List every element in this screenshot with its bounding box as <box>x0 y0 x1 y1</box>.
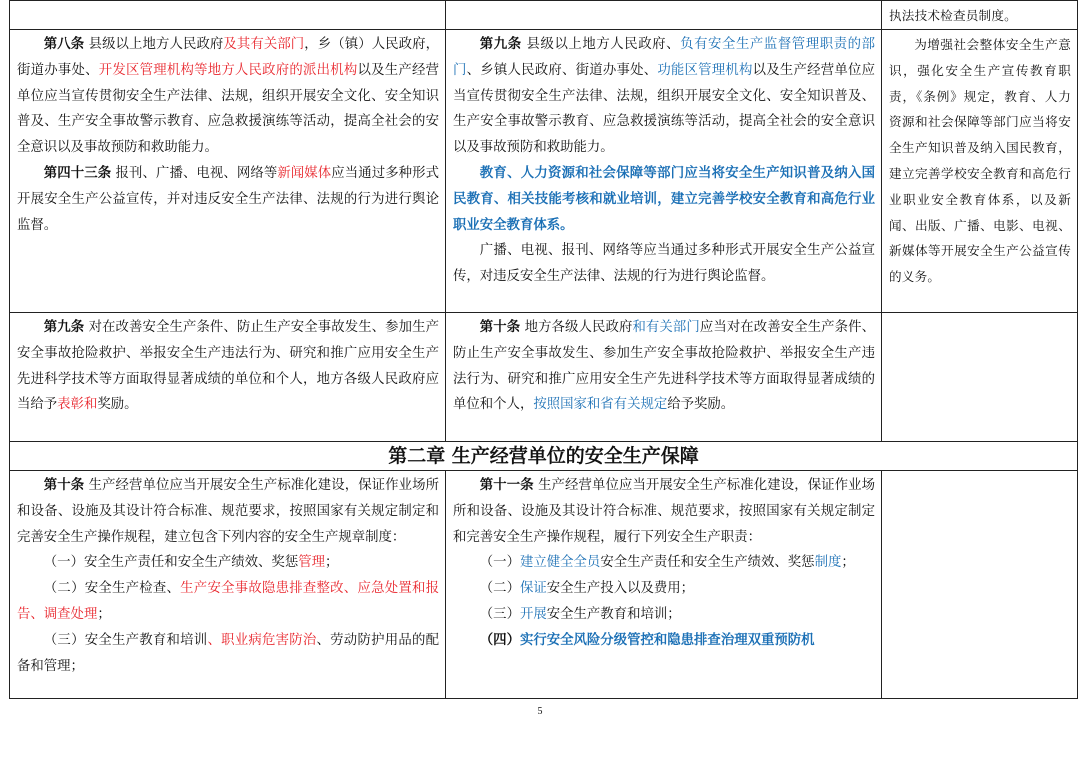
text: 县级以上地方人民政府、 <box>521 37 681 52</box>
text: 、乡镇人民政府、街道办事处、 <box>466 62 658 78</box>
row1-col2 <box>446 30 882 313</box>
chapter-heading: 第二章 生产经营单位的安全生产保障 <box>10 442 1078 471</box>
text: 生产经营单位应当开展安全生产标准化建设，保证作业场所和设备、设施及其设计符合标准、规范要求，按照国家有关规定制定和完善安全生产操作规程，建立包含下列内容的安全生产规章制度： <box>17 478 440 545</box>
article-8-old <box>17 32 439 161</box>
text: 安全生产责任和安全生产绩效、奖惩 <box>600 555 815 571</box>
added-text: 建立健全全员 <box>519 555 601 571</box>
deleted-text: 开发区管理机构等地方人民政府的派出机构 <box>98 62 358 78</box>
note-text: 执法技术检查员制度。 <box>889 8 1017 23</box>
table-row <box>10 313 1078 442</box>
text: 给予奖励。 <box>667 397 735 413</box>
article-9-new <box>453 32 875 161</box>
article-number: 第九条 <box>43 319 85 335</box>
text: 对在改善安全生产条件、防止生产安全事故发生、参加生产安全事故抢险救护、举报安全生产违法行为、研究和推广应用安全生产先进科学技术等方面取得显著成绩的单位和个人，地方各级人民政府应当给予 <box>17 320 440 413</box>
added-paragraph: 教育、人力资源和社会保障等部门应当将安全生产知识普及纳入国民教育、相关技能考核和就业培训，建立完善学校安全教育和高危行业职业安全教育体系。 <box>453 164 875 233</box>
deleted-text: 新闻媒体 <box>277 165 332 181</box>
article-number: 第十条 <box>43 477 85 493</box>
text: （三） <box>479 606 520 622</box>
row2-col3 <box>882 313 1078 442</box>
article-number: 第十条 <box>479 319 521 335</box>
article-number: 第十一条 <box>479 477 534 493</box>
table-row <box>10 1 1078 30</box>
text: 奖励。 <box>97 397 138 413</box>
table-row <box>10 442 1078 471</box>
document-page <box>9 0 1077 699</box>
text: 应当通过多种形式开展安全生产公益宣传，并对违反安全生产法律、法规的行为进行舆论监督。 <box>17 165 440 233</box>
article-number: 第八条 <box>43 36 85 52</box>
text: 地方各级人民政府 <box>520 320 633 335</box>
text: （二）安全生产检查、 <box>43 581 181 597</box>
text: （三）安全生产教育和培训 <box>43 632 208 648</box>
list-item <box>453 602 875 628</box>
row3-col3 <box>882 471 1078 699</box>
text: 、劳动防护用品的配备和管理； <box>17 632 440 674</box>
page-number: 5 <box>537 706 543 717</box>
article-11-new <box>453 473 875 550</box>
deleted-text: 表彰和 <box>57 397 98 413</box>
row1-col1 <box>10 30 446 313</box>
row3-col2 <box>446 471 882 699</box>
row2-col1 <box>10 313 446 442</box>
list-item <box>17 576 439 628</box>
article-number: 第四十三条 <box>43 164 112 181</box>
text: 报刊、广播、电视、网络等 <box>111 165 278 181</box>
text: （二） <box>479 581 520 597</box>
added-text: 实行安全风险分级管控和隐患排查治理双重预防机 <box>519 631 815 648</box>
text: ，乡（镇）人民政府，街道办事处、 <box>17 37 440 78</box>
paragraph: 广播、电视、报刊、网络等应当通过多种形式开展安全生产公益宣传，对违反安全生产法律、法规的行为进行舆论监督。 <box>453 243 875 285</box>
added-text: 制度 <box>814 555 842 571</box>
deleted-text: 生产安全事故隐患排查整改、应急处置和报告、调查处理 <box>17 581 440 622</box>
added-text: 开展 <box>519 606 547 622</box>
row0-col3 <box>882 1 1078 30</box>
row3-col1 <box>10 471 446 699</box>
explanation-text: 为增强社会整体安全生产意识，强化安全生产宣传教育职责，《条例》规定，教育、人力资源和社会保障等部门应当将安全生产知识普及纳入国民教育，建立完善学校安全教育和高危行业职业安全教育体系，以及新闻、出版、广播、电影、电视、新媒体等开展安全生产公益宣传的义务。 <box>889 37 1071 285</box>
list-item <box>17 628 439 680</box>
deleted-text: 及其有关部门 <box>223 37 305 52</box>
row1-col3 <box>882 30 1078 313</box>
table-row <box>10 471 1078 699</box>
deleted-text: 管理 <box>298 555 325 571</box>
text: （四） <box>479 631 520 648</box>
list-item <box>453 576 875 602</box>
text: ； <box>325 555 339 571</box>
table-row <box>10 30 1078 313</box>
text: 以及生产经营单位应当宣传贯彻安全生产法律、法规，组织开展安全文化、安全知识普及、生产安全事故警示教育、应急救援演练等活动，提高全社会的安全意识以及事故预防和救助能力。 <box>17 62 440 156</box>
list-item <box>453 628 875 654</box>
deleted-text: 、职业病危害防治 <box>207 632 317 648</box>
text: 县级以上地方人民政府 <box>84 37 224 52</box>
text: 以及生产经营单位应当宣传贯彻安全生产法律、法规，组织开展安全文化、安全知识普及、生产安全事故警示教育、应急救援演练等活动，提高全社会的安全意识以及事故预防和救助能力。 <box>453 62 876 156</box>
text: （一）安全生产责任和安全生产绩效、奖惩 <box>43 555 299 571</box>
row2-col2 <box>446 313 882 442</box>
added-text: 负有安全生产监督管理职责的部门 <box>453 37 876 78</box>
added-text: 按照国家和省有关规定 <box>533 397 668 413</box>
text: ； <box>841 555 855 571</box>
row0-col2 <box>446 1 882 30</box>
article-10-new <box>453 315 875 418</box>
list-item <box>17 550 439 576</box>
added-text: 和有关部门 <box>632 320 700 335</box>
text: ； <box>97 606 111 622</box>
article-9-old <box>17 315 439 418</box>
added-text: 功能区管理机构 <box>657 62 753 78</box>
list-item <box>453 550 875 576</box>
text: 安全生产教育和培训； <box>546 606 681 622</box>
article-number: 第九条 <box>479 36 522 52</box>
article-10-old <box>17 473 439 550</box>
text: （一） <box>479 555 520 571</box>
row0-col1 <box>10 1 446 30</box>
added-text: 保证 <box>519 581 547 597</box>
comparison-table <box>9 0 1078 699</box>
text: 安全生产投入以及费用； <box>546 581 695 597</box>
text: 应当对在改善安全生产条件、防止生产安全事故发生、参加生产安全事故抢险救护、举报安全生产违法行为、研究和推广应用安全生产先进科学技术等方面取得显著成绩的单位和个人， <box>453 320 876 413</box>
article-43-old <box>17 161 439 238</box>
text: 生产经营单位应当开展安全生产标准化建设，保证作业场所和设备、设施及其设计符合标准、规范要求，按照国家有关规定制定和完善安全生产操作规程，履行下列安全生产职责： <box>453 478 876 545</box>
